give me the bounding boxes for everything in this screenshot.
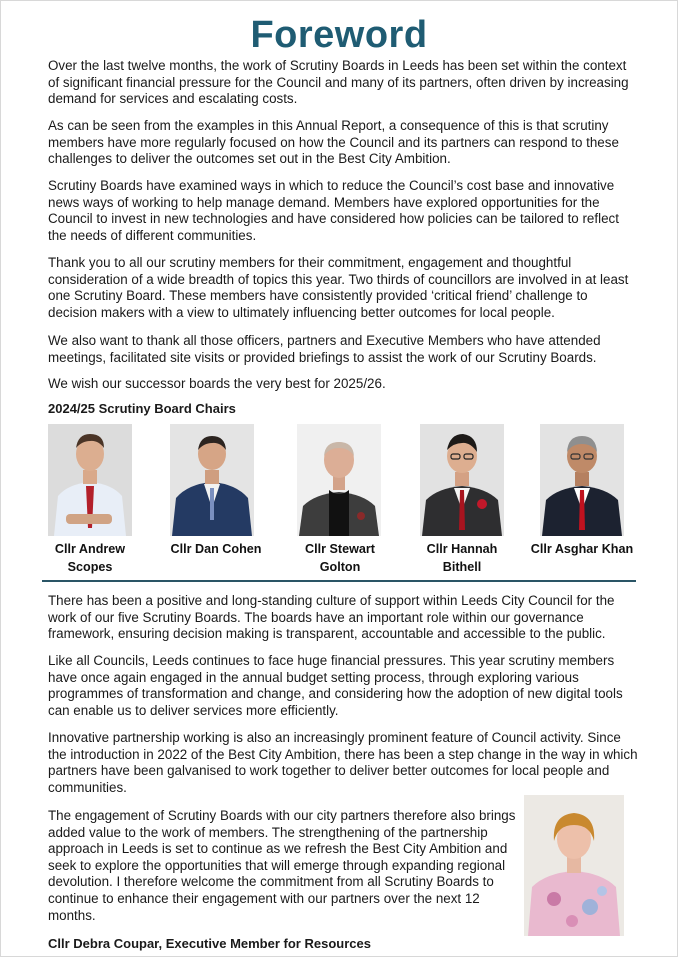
chairs-heading: 2024/25 Scrutiny Board Chairs (48, 401, 236, 416)
chair-photo-dan-cohen (170, 424, 254, 536)
section-divider (42, 580, 636, 582)
partnership-paragraph: Innovative partnership working is also an increasingly prominent feature of Council activity. Since the introduction in 2022 of the Best City Ambition, there has been a step change in the way in which partners have been galvanised to work together to deliver better outcomes for local people and communities. (48, 730, 638, 795)
chair-caption-hannah-bithell (402, 541, 522, 576)
engagement-paragraph: The engagement of Scrutiny Boards with our city partners therefore also brings added value to the work of members. The strengthening of the partnership approach in Leeds is set to continue as we refresh the Best City Ambition and seek to explore the opportunities that will emerge through expanding regional devolution. I therefore welcome the commitment from all Scrutiny Boards to continue to enhance their engagement with our partners over the next 12 months. (48, 808, 516, 923)
thanks-officers-paragraph: We also want to thank all those officers, partners and Executive Members who have attended meetings, facilitated site visits or provided briefings to assist the work of our Scrutiny Boards. (48, 333, 601, 365)
chair-photo-stewart-golton (297, 424, 381, 536)
chair-caption-line1: Cllr Hannah (426, 542, 498, 556)
successor-paragraph: We wish our successor boards the very best for 2025/26. (48, 376, 386, 391)
chair-caption-andrew-scopes (30, 541, 150, 576)
page-title: Foreword (250, 14, 428, 56)
chair-caption-line2: Bithell (442, 559, 482, 574)
chair-caption-dan-cohen (156, 541, 276, 559)
debra-coupar-photo (524, 795, 624, 936)
thanks-members-paragraph: Thank you to all our scrutiny members for their commitment, engagement and thoughtful consideration of a wide breadth of topics this year. Two thirds of councillors are involved in at least one Scrutiny Board. These members have consistently provided ‘critical friend’ challenge to decision makers with a view to ultimately influencing better outcomes for local people. (48, 255, 629, 320)
chair-photo-asghar-khan (540, 424, 624, 536)
chair-caption-line1: Cllr Andrew (54, 542, 126, 556)
financial-pressures-paragraph: Like all Councils, Leeds continues to face huge financial pressures. This year scrutiny members have once again engaged in the annual budget setting process, through exploring various programmes of transformation and change, and considering how the adoption of new digital tools can enable us to deliver services more efficiently. (48, 653, 623, 718)
signature: Cllr Debra Coupar, Executive Member for Resources (48, 936, 371, 951)
chair-caption-line1: Cllr Stewart (305, 542, 375, 556)
chair-caption-asghar-khan (522, 541, 642, 559)
chair-photo-andrew-scopes (48, 424, 132, 536)
chair-caption-line2: Golton (319, 559, 361, 574)
chair-caption-line2: Scopes (67, 559, 113, 574)
chair-photo-hannah-bithell (420, 424, 504, 536)
culture-paragraph: There has been a positive and long-standing culture of support within Leeds City Council for the work of our five Scrutiny Boards. The boards have an important role within our governance framework, ensuring decision making is transparent, accountable and accessible to the public. (48, 593, 615, 642)
cost-base-paragraph: Scrutiny Boards have examined ways in which to reduce the Council’s cost base and innovative news ways of working to help manage demand. Members have explored opportunities for the Council to invest in new technologies and have considered how policies can be tailored to reflect the needs of different communities. (48, 178, 619, 243)
chair-caption-line1: Cllr Asghar Khan (530, 542, 634, 556)
chair-caption-line1: Cllr Dan Cohen (170, 542, 262, 556)
challenges-paragraph: As can be seen from the examples in this Annual Report, a consequence of this is that scrutiny members have more regularly focused on how the Council and its partners can respond to these challenges to deliver the outcomes set out in the Best City Ambition. (48, 118, 619, 167)
chair-caption-stewart-golton (280, 541, 400, 576)
intro-paragraph: Over the last twelve months, the work of Scrutiny Boards in Leeds has been set within the context of significant financial pressure for the Council and many of its partners, often driven by increasing demand for services and escalating costs. (48, 58, 629, 107)
